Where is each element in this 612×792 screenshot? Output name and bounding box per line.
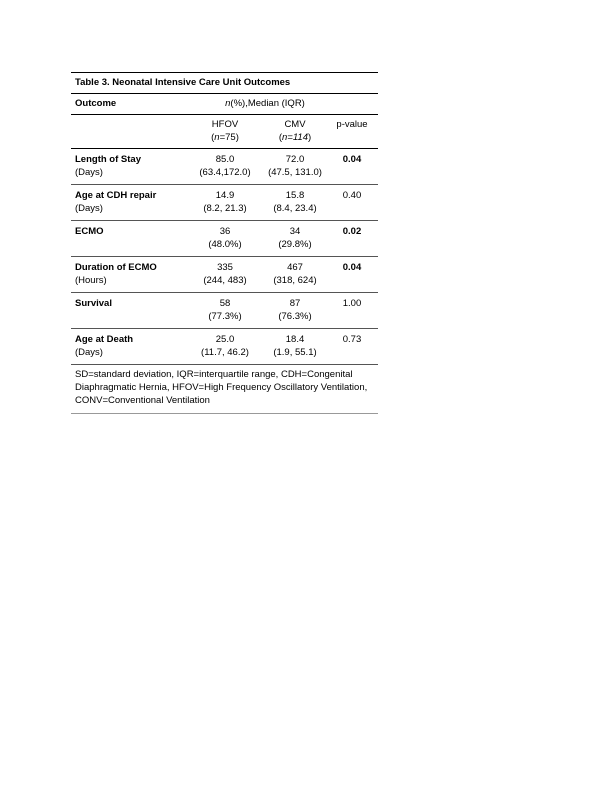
- hfov-range: (48.0%): [208, 239, 242, 250]
- header-stat-rest: (%),Median (IQR): [230, 98, 305, 109]
- group-cmv: [260, 118, 330, 144]
- footnote-rule: [71, 413, 378, 414]
- table-body: [71, 149, 378, 365]
- pvalue-cell: [330, 153, 374, 179]
- hfov-n-open: (: [211, 132, 215, 143]
- table-row: [71, 293, 378, 328]
- cmv-cell: [260, 153, 330, 179]
- header-statistic: [190, 97, 340, 110]
- cmv-value: 15.8: [285, 190, 305, 201]
- table-row: [71, 329, 378, 364]
- cmv-n-close: ): [307, 132, 312, 143]
- hfov-cell: [190, 189, 260, 215]
- hfov-cell: [190, 225, 260, 251]
- outcome-name: ECMO: [75, 226, 104, 237]
- outcome-name: Duration of ECMO: [75, 262, 157, 273]
- cmv-value: 34: [289, 226, 301, 237]
- group-header-blank: [75, 118, 190, 144]
- header-row: [71, 94, 378, 114]
- group-cmv-label: CMV: [284, 119, 306, 130]
- cmv-cell: [260, 225, 330, 251]
- pvalue-cell: [330, 297, 374, 323]
- header-outcome: Outcome: [75, 98, 117, 109]
- hfov-n-rest: =75): [219, 132, 239, 143]
- table-row: [71, 149, 378, 184]
- group-hfov-n: [190, 131, 260, 144]
- cmv-n-italic: n=114: [282, 132, 308, 143]
- hfov-value: 36: [219, 226, 231, 237]
- hfov-value: 14.9: [215, 190, 235, 201]
- hfov-range: (8.2, 21.3): [203, 203, 247, 214]
- hfov-range: (63.4,172.0): [199, 167, 251, 178]
- outcome-unit: (Hours): [75, 275, 107, 286]
- hfov-range: (77.3%): [208, 311, 242, 322]
- hfov-value: 335: [217, 262, 233, 273]
- group-header-row: [71, 115, 378, 148]
- pvalue: 0.04: [342, 154, 362, 165]
- cmv-range: (8.4, 23.4): [273, 203, 317, 214]
- hfov-value: 85.0: [215, 154, 235, 165]
- outcome-unit: (Days): [75, 167, 103, 178]
- cmv-range: (76.3%): [278, 311, 312, 322]
- cmv-value: 87: [289, 298, 301, 309]
- outcome-name: Length of Stay: [75, 154, 141, 165]
- pvalue: 0.04: [342, 262, 362, 273]
- outcome-unit: (Days): [75, 203, 103, 214]
- cmv-n-open: (: [278, 132, 282, 143]
- outcome-cell: [75, 261, 190, 287]
- hfov-value: 25.0: [215, 334, 235, 345]
- outcome-name: Survival: [75, 298, 112, 309]
- group-hfov: [190, 118, 260, 144]
- outcome-cell: [75, 333, 190, 359]
- pvalue-cell: [330, 261, 374, 287]
- group-hfov-label: HFOV: [211, 119, 239, 130]
- table-row: [71, 185, 378, 220]
- hfov-cell: [190, 153, 260, 179]
- outcome-cell: [75, 225, 190, 251]
- group-pvalue: p-value: [336, 119, 368, 130]
- pvalue: 0.73: [342, 334, 362, 345]
- cmv-range: (1.9, 55.1): [273, 347, 317, 358]
- outcome-name: Age at CDH repair: [75, 190, 157, 201]
- outcomes-table: [71, 72, 378, 414]
- hfov-value: 58: [219, 298, 231, 309]
- hfov-range: (244, 483): [203, 275, 247, 286]
- header-stat-italic: n: [225, 98, 231, 109]
- outcome-cell: [75, 189, 190, 215]
- cmv-range: (318, 624): [273, 275, 317, 286]
- cmv-value: 18.4: [285, 334, 305, 345]
- table-row: [71, 221, 378, 256]
- pvalue-cell: [330, 225, 374, 251]
- pvalue: 1.00: [342, 298, 362, 309]
- outcome-name: Age at Death: [75, 334, 134, 345]
- pvalue: 0.02: [342, 226, 362, 237]
- group-cmv-n: [260, 131, 330, 144]
- outcome-unit: (Days): [75, 347, 103, 358]
- cmv-cell: [260, 189, 330, 215]
- pvalue-cell: [330, 333, 374, 359]
- hfov-cell: [190, 261, 260, 287]
- hfov-n-italic: n: [214, 132, 220, 143]
- cmv-range: (29.8%): [278, 239, 312, 250]
- cmv-cell: [260, 261, 330, 287]
- pvalue: 0.40: [342, 190, 362, 201]
- cmv-value: 467: [287, 262, 303, 273]
- table-footnote: SD=standard deviation, IQR=interquartile range, CDH=Congenital Diaphragmatic Hernia, HFOV=High Frequency Oscillatory Ventilation, CONV=Conventional Ventilation: [75, 369, 368, 406]
- hfov-cell: [190, 333, 260, 359]
- hfov-range: (11.7, 46.2): [201, 347, 249, 358]
- outcome-cell: [75, 297, 190, 323]
- table-title: Table 3. Neonatal Intensive Care Unit Outcomes: [75, 77, 291, 88]
- cmv-range: (47.5, 131.0): [268, 167, 322, 178]
- cmv-cell: [260, 333, 330, 359]
- table-row: [71, 257, 378, 292]
- hfov-cell: [190, 297, 260, 323]
- outcome-cell: [75, 153, 190, 179]
- cmv-value: 72.0: [285, 154, 305, 165]
- pvalue-cell: [330, 189, 374, 215]
- cmv-cell: [260, 297, 330, 323]
